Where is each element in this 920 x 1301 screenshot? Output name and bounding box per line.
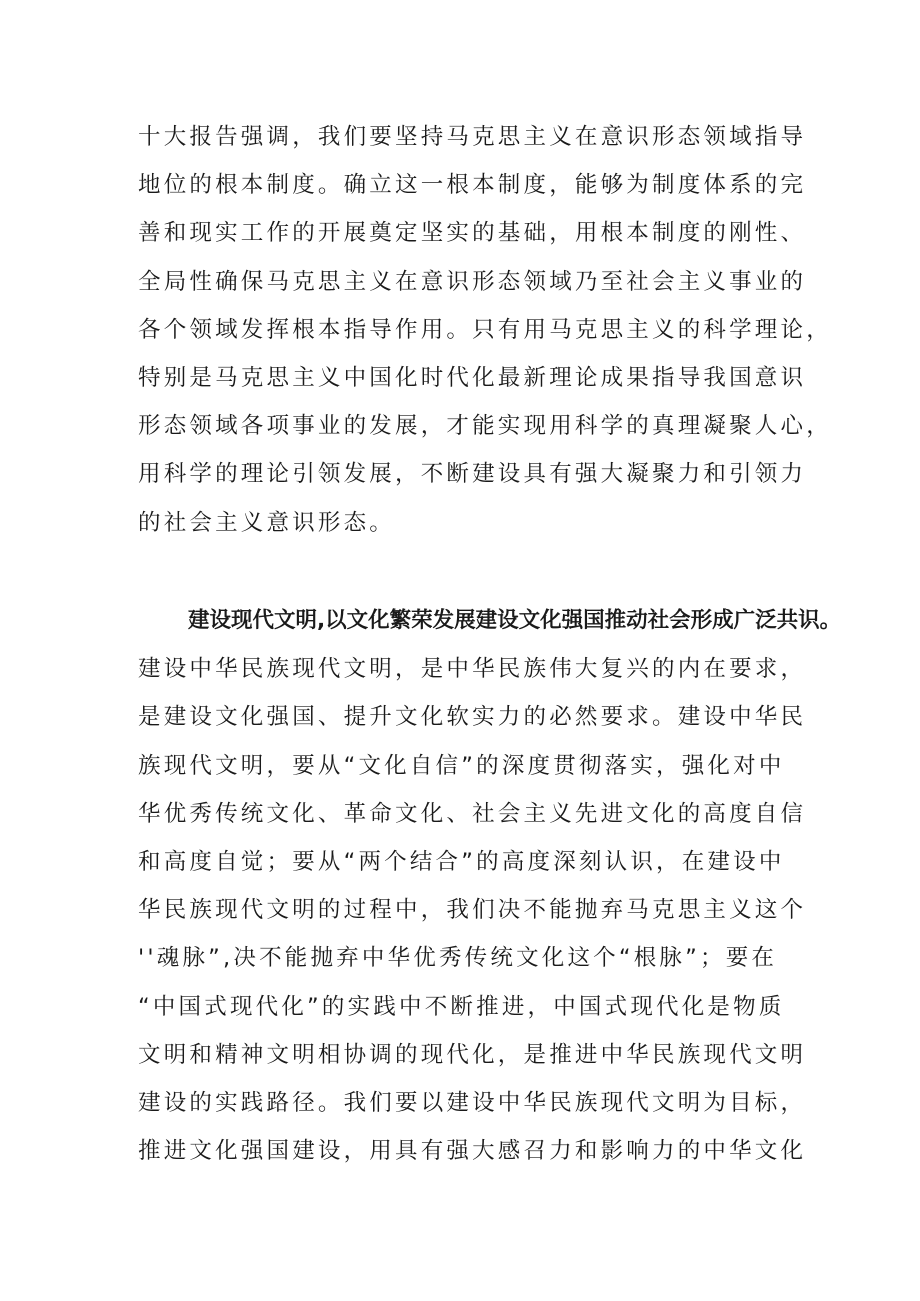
paragraph-line: 和高度自觉；要从“两个结合”的高度深刻认识，在建设中 [138, 848, 785, 875]
paragraph-line: “中国式现代化”的实践中不断推进，中国式现代化是物质 [138, 993, 785, 1020]
paragraph-line: 各个领域发挥根本指导作用。只有用马克思主义的科学理论， [138, 316, 832, 343]
paragraph-line: 文明和精神文明相协调的现代化，是推进中华民族现代文明 [138, 1041, 807, 1068]
paragraph-line: 建设的实践路径。我们要以建设中华民族现代文明为目标， [138, 1089, 807, 1116]
paragraph-line: 特别是马克思主义中国化时代化最新理论成果指导我国意识 [138, 364, 807, 391]
paragraph-line: 推进文化强国建设，用具有强大感召力和影响力的中华文化 [138, 1138, 807, 1165]
paragraph-line: 全局性确保马克思主义在意识形态领域乃至社会主义事业的 [138, 268, 807, 295]
section-heading: 建设现代文明,以文化繁荣发展建设文化强国推动社会形成广泛共识。 [188, 608, 842, 633]
paragraph-line: 地位的根本制度。确立这一根本制度，能够为制度体系的完 [138, 172, 807, 199]
paragraph-line: ''魂脉”,决不能抛弃中华优秀传统文化这个“根脉”；要在 [138, 945, 778, 972]
paragraph-line: 十大报告强调，我们要坚持马克思主义在意识形态领域指导 [138, 124, 807, 150]
paragraph-line: 华优秀传统文化、革命文化、社会主义先进文化的高度自信 [138, 800, 807, 827]
paragraph-line: 建设中华民族现代文明，是中华民族伟大复兴的内在要求， [138, 656, 807, 683]
paragraph-line: 形态领域各项事业的发展，才能实现用科学的真理凝聚人心， [138, 413, 832, 440]
paragraph-line: 用科学的理论引领发展，不断建设具有强大凝聚力和引领力 [138, 461, 807, 488]
paragraph-line: 华民族现代文明的过程中，我们决不能抛弃马克思主义这个 [138, 897, 807, 924]
paragraph-1 [138, 113, 832, 547]
paragraph-line: 是建设文化强国、提升文化软实力的必然要求。建设中华民 [138, 704, 807, 731]
paragraph-line: 族现代文明，要从“文化自信”的深度贯彻落实，强化对中 [138, 752, 785, 779]
paragraph-2 [138, 597, 842, 1175]
paragraph-line: 善和现实工作的开展奠定坚实的基础，用根本制度的刚性、 [138, 220, 807, 247]
paragraph-line: 的社会主义意识形态。 [138, 509, 396, 536]
